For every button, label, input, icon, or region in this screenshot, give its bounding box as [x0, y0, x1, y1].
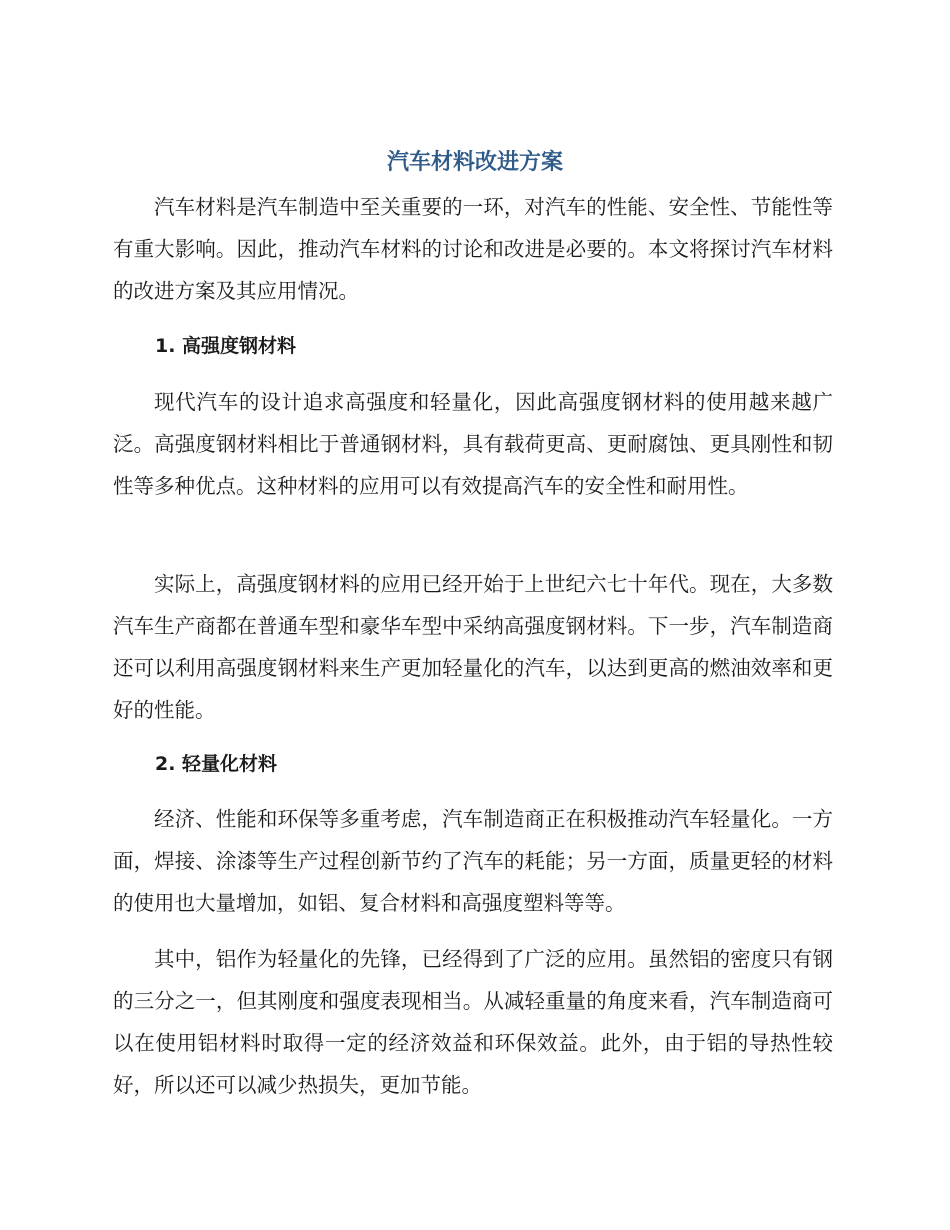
section-heading-lightweight-materials: 2. 轻量化材料: [155, 753, 278, 775]
section-2-paragraph-1: 经济、性能和环保等多重考虑，汽车制造商正在积极推动汽车轻量化。一方面，焊接、涂漆等生产过程创新节约了汽车的耗能；另一方面，质量更轻的材料的使用也大量增加，如铝、复合材料和高强度塑料等等。: [113, 807, 833, 915]
intro-paragraph: 汽车材料是汽车制造中至关重要的一环，对汽车的性能、安全性、节能性等有重大影响。因此，推动汽车材料的讨论和改进是必要的。本文将探讨汽车材料的改进方案及其应用情况。: [113, 195, 833, 303]
section-2-paragraph-2: 其中，铝作为轻量化的先锋，已经得到了广泛的应用。虽然铝的密度只有钢的三分之一，但其刚度和强度表现相当。从减轻重量的角度来看，汽车制造商可以在使用铝材料时取得一定的经济效益和环保效益。此外，由于铝的导热性较好，所以还可以减少热损失，更加节能。: [113, 947, 833, 1097]
section-heading-high-strength-steel: 1. 高强度钢材料: [155, 335, 297, 357]
section-1-paragraph-2: 实际上，高强度钢材料的应用已经开始于上世纪六七十年代。现在，大多数汽车生产商都在普通车型和豪华车型中采纳高强度钢材料。下一步，汽车制造商还可以利用高强度钢材料来生产更加轻量化的汽车，以达到更高的燃油效率和更好的性能。: [113, 572, 833, 722]
section-1-paragraph-1: 现代汽车的设计追求高强度和轻量化，因此高强度钢材料的使用越来越广泛。高强度钢材料相比于普通钢材料，具有载荷更高、更耐腐蚀、更具刚性和韧性等多种优点。这种材料的应用可以有效提高汽车的安全性和耐用性。: [113, 390, 833, 498]
document-title: 汽车材料改进方案: [386, 150, 563, 175]
